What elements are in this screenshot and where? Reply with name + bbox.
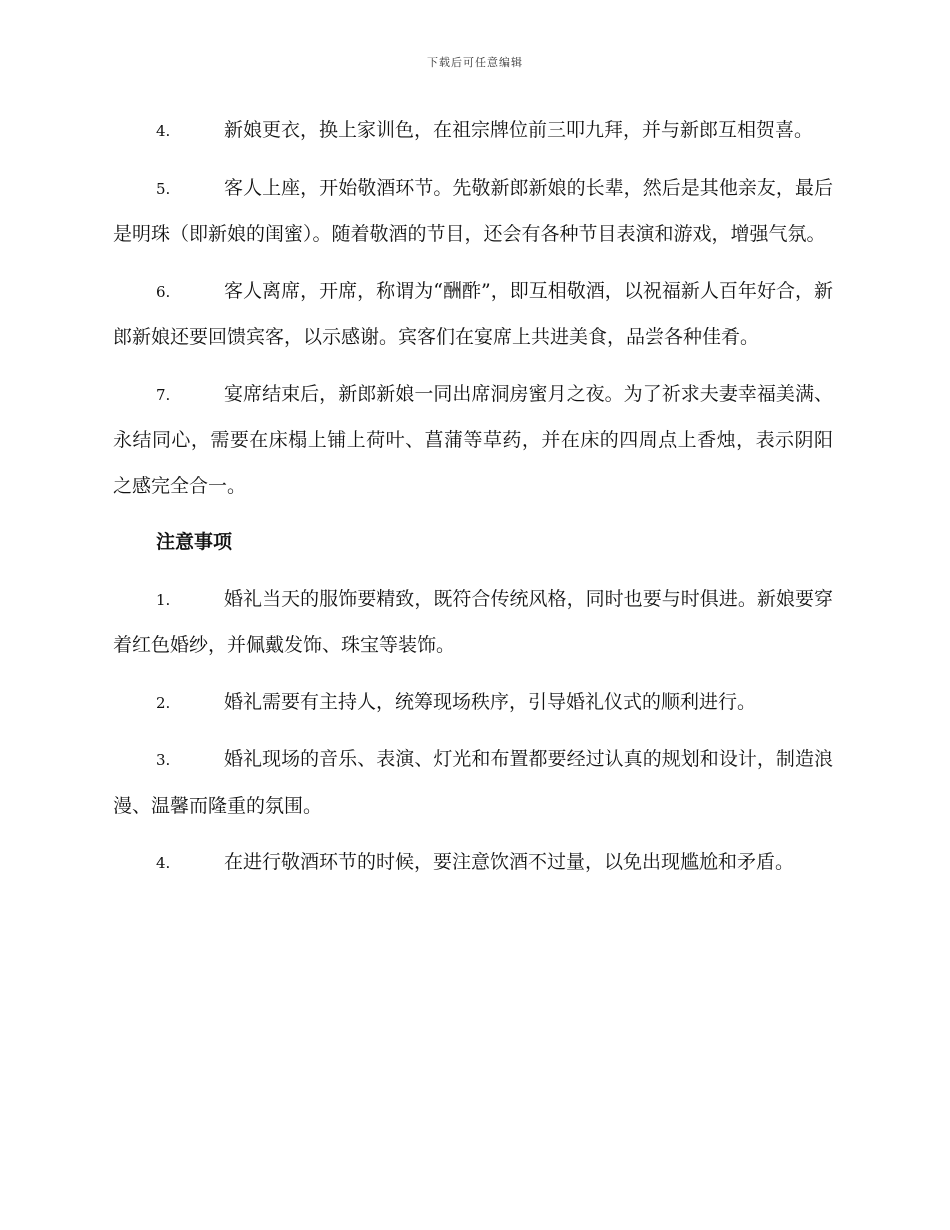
list-item [113, 269, 833, 361]
item-number: 6. [156, 282, 171, 301]
item-text: 婚礼需要有主持人，统筹现场秩序，引导婚礼仪式的顺利进行。 [224, 690, 757, 713]
item-text: 婚礼现场的音乐、表演、灯光和布置都要经过认真的规划和设计，制造浪漫、温馨而隆重的氛围。 [113, 748, 833, 817]
item-text: 客人离席，开席，称谓为“酬酢”，即互相敬酒，以祝福新人百年好合，新郎新娘还要回馈宾客，以示感谢。宾客们在宴席上共进美食，品尝各种佳肴。 [113, 279, 833, 348]
item-number: 4. [156, 122, 171, 140]
list-item [113, 166, 833, 258]
list-item [113, 680, 833, 727]
document-body [113, 108, 833, 898]
list-item [113, 840, 833, 887]
item-text: 在进行敬酒环节的时候，要注意饮酒不过量，以免出现尴尬和矛盾。 [224, 851, 795, 873]
item-number: 1. [156, 590, 171, 609]
list-item [113, 108, 833, 155]
item-text: 婚礼当天的服饰要精致，既符合传统风格，同时也要与时俱进。新娘要穿着红色婚纱，并佩戴发饰、珠宝等装饰。 [113, 587, 833, 656]
item-number: 4. [156, 854, 171, 872]
item-text: 宴席结束后，新郎新娘一同出席洞房蜜月之夜。为了祈求夫妻幸福美满、永结同心，需要在床榻上铺上荷叶、菖蒲等草药，并在床的四周点上香烛，表示阴阳之感完全合一。 [113, 382, 833, 497]
list-item [113, 577, 833, 669]
item-number: 5. [156, 179, 171, 198]
list-item [113, 372, 833, 510]
item-number: 3. [156, 751, 171, 769]
page-header: 下载后可任意编辑 [427, 56, 523, 69]
item-text: 新娘更衣，换上家训色，在祖宗牌位前三叩九拜，并与新郎互相贺喜。 [224, 119, 814, 141]
section-heading: 注意事项 [156, 531, 233, 553]
item-number: 2. [156, 693, 171, 712]
list-item [113, 737, 833, 829]
item-text: 客人上座，开始敬酒环节。先敬新郎新娘的长辈，然后是其他亲友，最后是明珠（即新娘的闺蜜）。随着敬酒的节目，还会有各种节目表演和游戏，增强气氛。 [113, 176, 833, 245]
item-number: 7. [156, 385, 171, 404]
